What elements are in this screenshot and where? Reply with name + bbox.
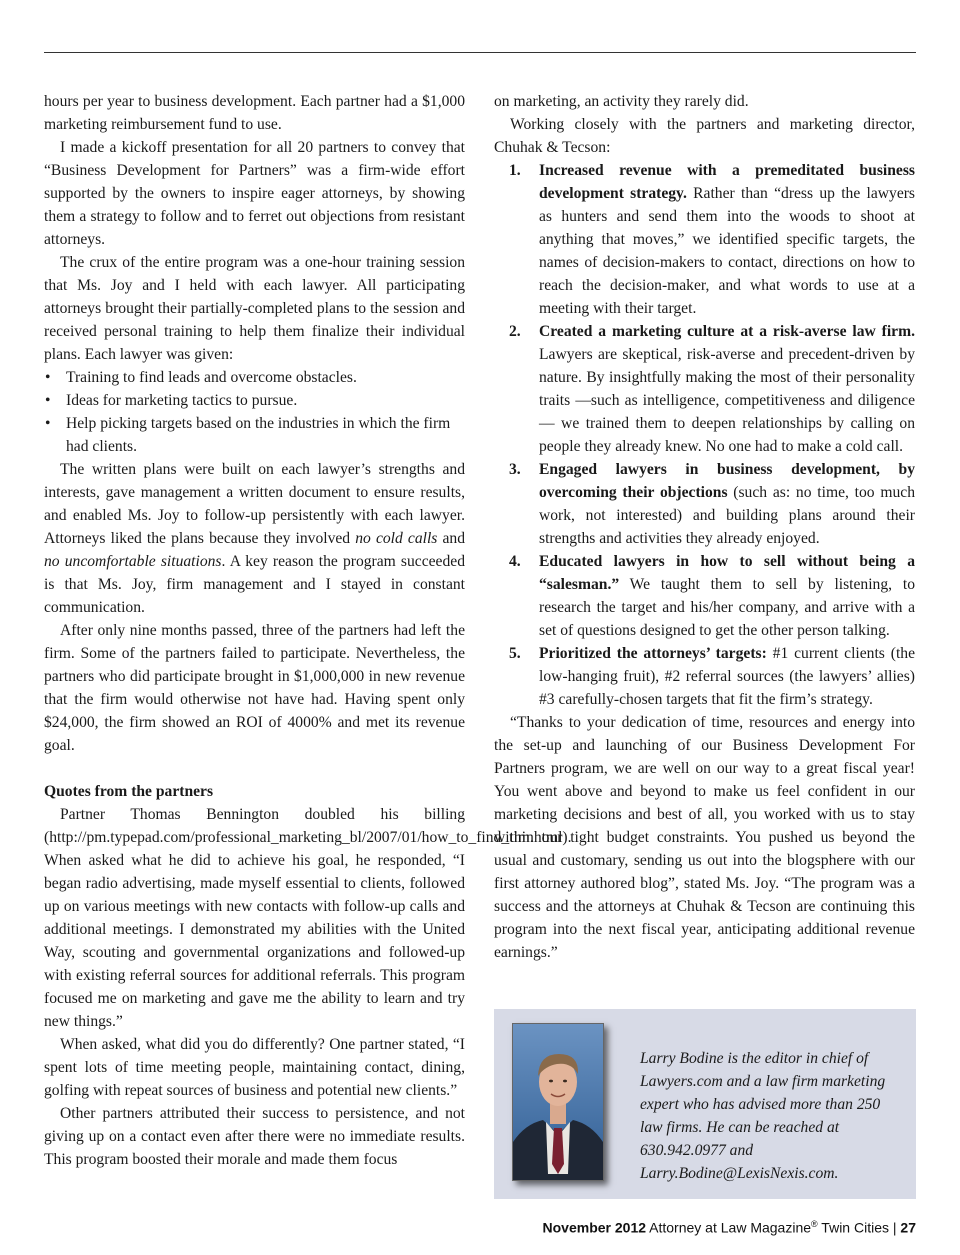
- emphasis-text: no uncomfortable situations: [44, 553, 222, 570]
- bullet-item: • Ideas for marketing tactics to pursue.: [44, 389, 465, 412]
- numbered-item: [494, 458, 915, 550]
- bullet-list: [44, 366, 465, 458]
- paragraph: hours per year to business development. Each partner had a $1,000 marketing reimbursement fund to use.: [44, 93, 465, 133]
- item-number: 2.: [509, 323, 521, 340]
- paragraph: Working closely with the partners and marketing director, Chuhak & Tecson:: [494, 116, 915, 156]
- item-text: We taught them to sell by listening, to research the target and his/her company, and arrive with a set of questions designed to get the other person talking.: [539, 576, 915, 639]
- item-text: (such as: no time, too much work, not interested) and building plans around their strengths and activities they already enjoyed.: [539, 484, 915, 547]
- emphasis-text: no cold calls: [355, 530, 438, 547]
- numbered-item: [494, 642, 915, 711]
- paragraph: [44, 458, 465, 619]
- item-lead: Created a marketing culture at a risk-averse law firm.: [539, 323, 915, 340]
- item-text: Rather than “dress up the lawyers as hunters and send them into the woods to shoot at anything that moves,” we identified specific targets, the names of decision-makers to contact, directions on how to reach the decision-maker, and what words to use at a meeting with their target.: [539, 185, 915, 317]
- publication-name: Attorney at Law Magazine: [646, 1219, 812, 1236]
- header-rule: [44, 52, 916, 53]
- item-lead: Engaged lawyers in business development, by overcoming their objections: [539, 461, 915, 501]
- bullet-item: • Training to find leads and overcome obstacles.: [44, 366, 465, 389]
- author-bio: Larry Bodine is the editor in chief of Lawyers.com and a law firm marketing expert who has advised more than 250 law firms. He can be reached at 630.942.0977 and Larry.Bodine@LexisNexis.com.: [640, 1050, 886, 1182]
- item-lead: Increased revenue with a premeditated business development strategy.: [539, 162, 915, 202]
- right-column: [494, 90, 915, 964]
- portrait-image: [513, 1024, 603, 1180]
- numbered-list: [494, 159, 915, 711]
- left-column: [44, 90, 572, 1171]
- paragraph: When asked, what did you do differently? One partner stated, “I spent lots of time meeting people, maintaining contact, dining, golfing with repeat sources of business and potential new clients.”: [44, 1036, 465, 1099]
- item-number: 1.: [509, 162, 521, 179]
- section-heading: Quotes from the partners: [44, 783, 214, 800]
- page-number: 27: [900, 1219, 916, 1236]
- author-bio-box: [494, 1009, 916, 1199]
- bullet-item: • Help picking targets based on the industries in which the firm had clients.: [44, 412, 465, 458]
- paragraph: Partner Thomas Bennington doubled his billing (http://pm.typepad.com/professional_marketing_bl/2007/01/how_to_find_tim.html). When asked what he did to achieve his goal, he responded, “I began radio advertising, made myself essential to clients, followed up on various meetings with new contacts with follow-up calls and additional meetings. I demonstrated my abilities with the United Way, scouting and governmental organizations and followed-up with existing referral sources for additional referrals. This program focused me on marketing and gave me the ability to learn and try new things.”: [44, 806, 572, 1030]
- footer-separator: |: [889, 1219, 901, 1236]
- item-number: 3.: [509, 461, 521, 478]
- edition-name: Twin Cities: [817, 1219, 889, 1236]
- paragraph: “Thanks to your dedication of time, resources and energy into the set-up and launching of our Business Development For Partners program, we are well on our way to a great fiscal year! You went above and beyond to make us feel confident in our marketing decisions and best of all, you worked with us to stay within our tight budget constraints. You pushed us beyond the usual and customary, sending us out into the blogsphere with our first attorney authored blog”, stated Ms. Joy. “The program was a success and the attorneys at Chuhak & Tecson are continuing this program into the next fiscal year, anticipating additional revenue earnings.”: [494, 714, 915, 961]
- item-text: Lawyers are skeptical, risk-averse and precedent-driven by nature. By insightfully making the most of their personality traits —such as intelligence, competitiveness and diligence — we trained them to deepen relationships by calling on people they already knew. No one had to make a cold call.: [539, 346, 915, 455]
- paragraph: Other partners attributed their success to persistence, and not giving up on a contact even after there were no immediate results. This program boosted their morale and made them focus: [44, 1105, 465, 1168]
- issue-date: November 2012: [542, 1219, 647, 1236]
- paragraph: After only nine months passed, three of the partners had left the firm. Some of the partners failed to participate. Nevertheless, the partners who did participate brought in $1,000,000 in new revenue that the firm would otherwise not have had. Having spent only $24,000, the firm showed an ROI of 4000% and met its revenue goal.: [44, 622, 465, 754]
- item-lead: Educated lawyers in how to sell without being a “salesman.”: [539, 553, 915, 593]
- spacer: [44, 757, 465, 780]
- item-lead: Prioritized the attorneys’ targets:: [539, 645, 767, 662]
- item-number: 5.: [509, 645, 521, 662]
- numbered-item: [494, 159, 915, 320]
- author-photo: [512, 1023, 604, 1181]
- text-run: . A key reason the program succeeded is that Ms. Joy, firm management and I stayed in constant communication.: [44, 553, 465, 616]
- item-text: #1 current clients (the low-hanging fruit), #2 referral sources (the lawyers’ allies) #3 carefully-chosen targets that fit the firm’s strategy.: [539, 645, 915, 708]
- numbered-item: [494, 550, 915, 642]
- item-number: 4.: [509, 553, 521, 570]
- paragraph: on marketing, an activity they rarely did.: [494, 93, 749, 110]
- numbered-item: [494, 320, 915, 458]
- text-run: The written plans were built on each lawyer’s strengths and interests, gave management a written document to ensure results, and enabled Ms. Joy to follow-up persistently with each lawyer. Attorneys liked the plans because they involved: [44, 461, 465, 547]
- page-footer: [543, 1219, 916, 1236]
- paragraph: I made a kickoff presentation for all 20 partners to convey that “Business Development for Partners” was a firm-wide effort supported by the owners to inspire eager attorneys, by showing them a strategy to follow and to ferret out objections from resistant attorneys.: [44, 139, 465, 248]
- text-run: and: [437, 530, 465, 547]
- registered-mark: ®: [811, 1219, 818, 1229]
- paragraph: The crux of the entire program was a one-hour training session that Ms. Joy and I held with each lawyer. All participating attorneys brought their partially-completed plans to the session and received personal training to help them finalize their individual plans. Each lawyer was given:: [44, 254, 465, 363]
